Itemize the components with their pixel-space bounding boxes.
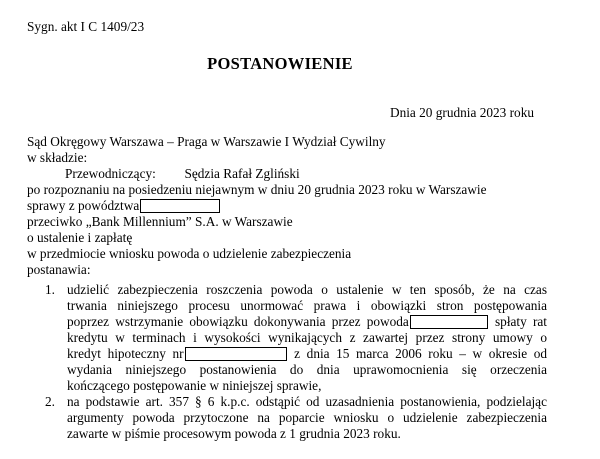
presiding-name: Sędzia Rafał Zgliński [184, 166, 300, 181]
item-line: udzielić zabezpieczenia roszczenia powoda o ustalenie w ten sposób, że na czas [67, 282, 547, 297]
header-block [27, 134, 487, 278]
item-line: na podstawie art. 357 § 6 k.p.c. odstąpić od uzasadnienia postanowienia, podzielając [67, 394, 547, 409]
item-line: kończącego postępowanie w niniejszej sprawie, [67, 378, 322, 393]
composition-line: w składzie: [27, 150, 88, 165]
decides-line: postanawia: [27, 262, 91, 277]
presiding-label: Przewodniczący: [65, 166, 156, 181]
item-number: 1. [45, 282, 55, 297]
decision-item-1 [27, 282, 547, 394]
item-line-with-redaction [67, 314, 547, 330]
case-from-line [27, 198, 487, 214]
item-line: zawarte w piśmie procesowym powoda z 1 grudnia 2023 roku. [67, 426, 401, 441]
document-date: Dnia 20 grudnia 2023 roku [389, 105, 534, 120]
item-line: argumenty powoda przytoczone na poparcie wniosku o udzielenie zabezpieczenia [67, 410, 547, 425]
item-line: kredytu w terminach i wysokości wynikających z zawartej przez strony umowy o [67, 330, 547, 345]
motion-line: w przedmiocie wniosku powoda o udzielenie zabezpieczenia [27, 246, 352, 261]
redacted-loan-number-box [185, 347, 287, 361]
item-line-part: spłaty rat [495, 314, 547, 329]
against-line: przeciwko „Bank Millennium” S.A. w Warszawie [27, 214, 293, 229]
redacted-plaintiff-box [140, 199, 220, 213]
case-signature: Sygn. akt I C 1409/23 [27, 19, 145, 34]
item-line-part: z dnia 15 marca 2006 roku – w okresie od [294, 346, 547, 361]
item-number: 2. [45, 394, 55, 409]
court-line: Sąd Okręgowy Warszawa – Praga w Warszawie I Wydział Cywilny [27, 134, 386, 149]
item-line: trwania niniejszego procesu unormować prawa i obowiązki stron postępowania [67, 298, 547, 313]
item-line: wydania niniejszego postanowienia do dnia uprawomocnienia się orzeczenia [67, 362, 547, 377]
item-line-with-redaction [67, 346, 547, 362]
presiding-line [27, 166, 487, 182]
case-from-text: sprawy z powództwa [27, 198, 140, 213]
item-line-part: poprzez wstrzymanie obowiązku dokonywania przez powoda [67, 314, 409, 329]
decision-item-2 [27, 394, 547, 442]
decision-items [27, 282, 547, 442]
subject-line: o ustalenie i zapłatę [27, 230, 133, 245]
document-title: POSTANOWIENIE [207, 54, 353, 73]
hearing-line: po rozpoznaniu na posiedzeniu niejawnym w dniu 20 grudnia 2023 roku w Warszawie [27, 182, 487, 197]
item-line-part: kredyt hipoteczny nr [67, 346, 184, 361]
redacted-plaintiff-box [410, 315, 488, 329]
